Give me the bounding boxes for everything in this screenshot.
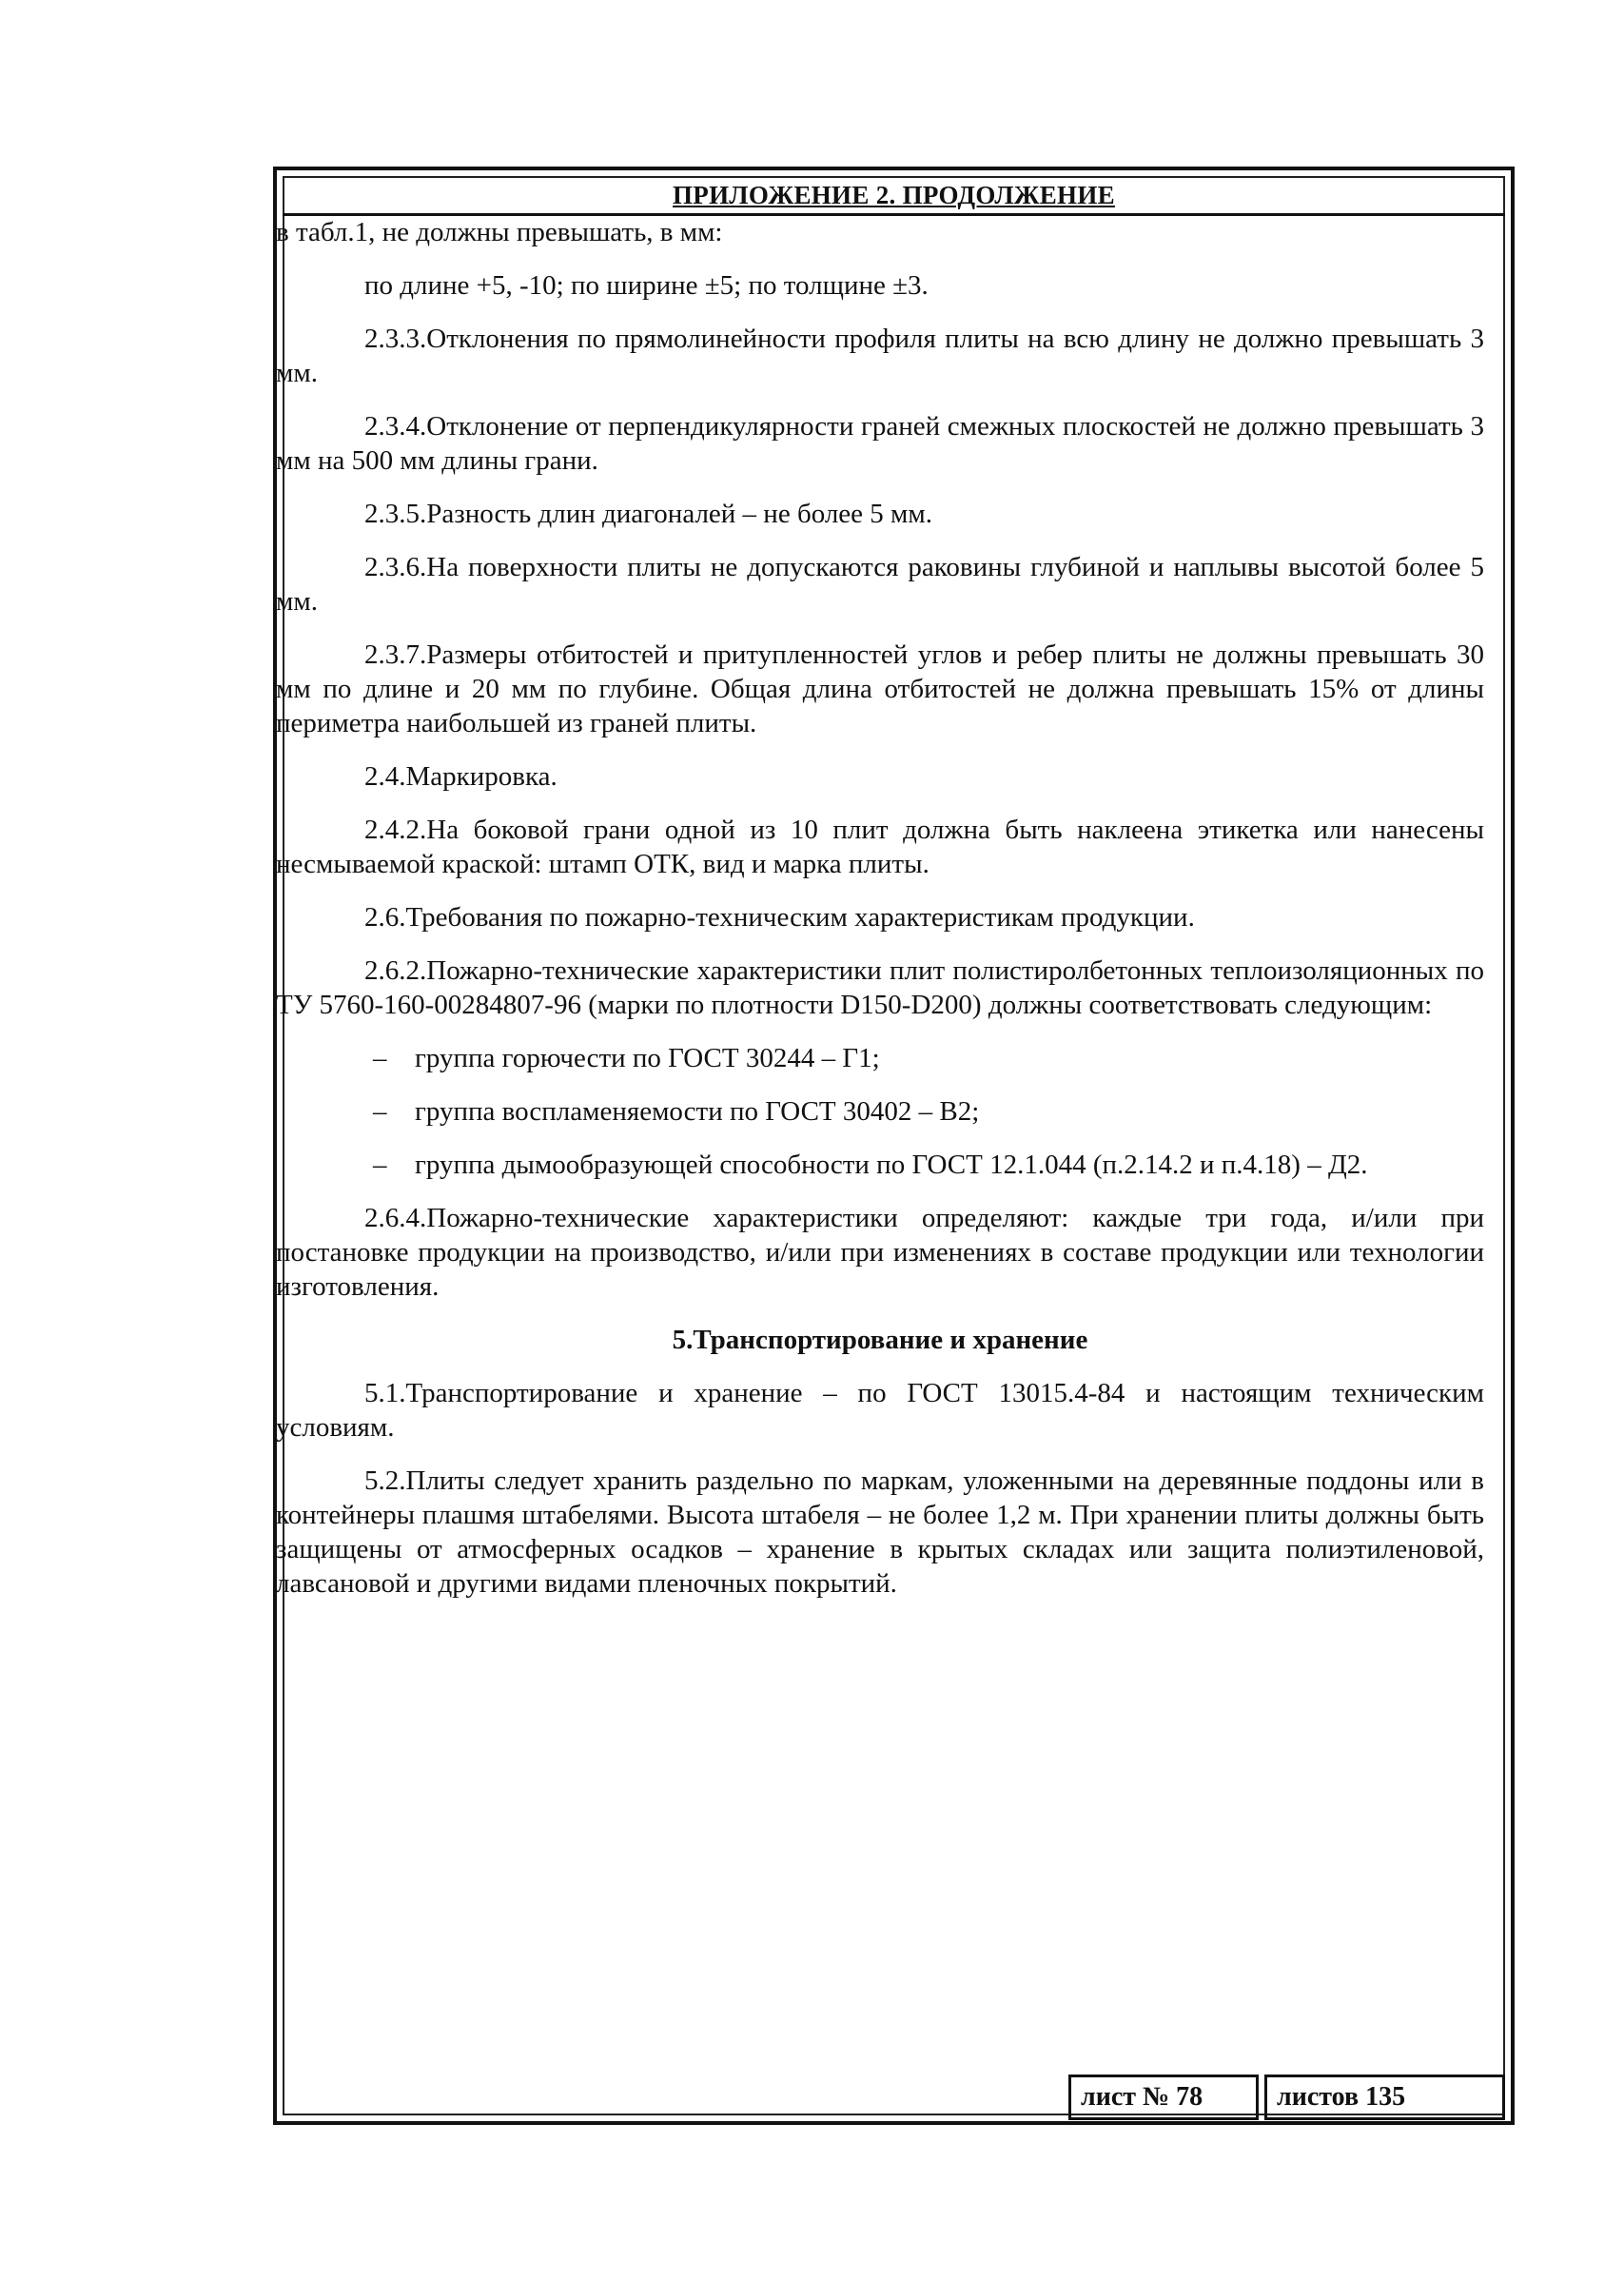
- sheet-footer: [1068, 2075, 1505, 2120]
- appendix-header: [283, 176, 1505, 216]
- dash-bullet: –: [373, 1096, 387, 1127]
- paragraph-2-3-4: 2.3.4.Отклонение от перпендикулярности граней смежных плоскостей не должно превышать 3 мм на 500 мм длины грани.: [276, 411, 1484, 476]
- paragraph-2-6: 2.6.Требования по пожарно-техническим характеристикам продукции.: [364, 902, 1195, 933]
- paragraph-2-3-3: 2.3.3.Отклонения по прямолинейности профиля плиты на всю длину не должно превышать 3 мм.: [276, 324, 1484, 388]
- appendix-title: ПРИЛОЖЕНИЕ 2. ПРОДОЛЖЕНИЕ: [673, 181, 1115, 209]
- paragraph-5-1: 5.1.Транспортирование и хранение – по ГОСТ 13015.4-84 и настоящим техническим условиям.: [276, 1378, 1484, 1443]
- list-item: [276, 1094, 1484, 1129]
- section-heading: 5.Транспортирование и хранение: [672, 1325, 1088, 1355]
- paragraph-tolerances: по длине +5, -10; по ширине ±5; по толщине ±3.: [364, 270, 929, 301]
- paragraph-2-3-6: 2.3.6.На поверхности плиты не допускаются раковины глубиной и наплывы высотой более 5 мм.: [276, 552, 1484, 617]
- list-item-text: группа дымообразующей способности по ГОСТ 12.1.044 (п.2.14.2 и п.4.18) – Д2.: [415, 1150, 1368, 1180]
- sheet-number-box: лист № 78: [1068, 2075, 1259, 2120]
- paragraph-2-6-2: 2.6.2.Пожарно-технические характеристики плит полистиролбетонных теплоизоляционных по ТУ 5760-160-00284807-96 (марки по плотности D150-D200) должны соответствовать следующим:: [276, 955, 1484, 1020]
- sheet-total-box: листов 135: [1264, 2075, 1505, 2120]
- dash-bullet: –: [373, 1150, 387, 1180]
- list-item-text: группа воспламеняемости по ГОСТ 30402 – В2;: [415, 1096, 980, 1127]
- paragraph-2-3-7: 2.3.7.Размеры отбитостей и притупленностей углов и ребер плиты не должны превышать 30 мм по длине и 20 мм по глубине. Общая длина отбитостей не должна превышать 15% от длины периметра наибольшей из граней плиты.: [276, 639, 1484, 738]
- list-item: [276, 1148, 1484, 1182]
- document-body: [276, 215, 1484, 1601]
- dash-bullet: –: [373, 1043, 387, 1073]
- list-item-text: группа горючести по ГОСТ 30244 – Г1;: [415, 1043, 880, 1073]
- paragraph-2-6-4: 2.6.4.Пожарно-технические характеристики определяют: каждые три года, и/или при постановке продукции на производство, и/или при изменениях в составе продукции или технологии изготовления.: [276, 1203, 1484, 1302]
- paragraph-2-4: 2.4.Маркировка.: [364, 761, 558, 792]
- paragraph-5-2: 5.2.Плиты следует хранить раздельно по маркам, уложенными на деревянные поддоны или в контейнеры плашмя штабелями. Высота штабеля – не более 1,2 м. При хранении плиты должны быть защищены от атмосферных осадков – хранение в крытых складах или защита полиэтиленовой, лавсановой и другими видами пленочных покрытий.: [276, 1465, 1484, 1599]
- paragraph-2-4-2: 2.4.2.На боковой грани одной из 10 плит должна быть наклеена этикетка или нанесены несмываемой краской: штамп ОТК, вид и марка плиты.: [276, 815, 1484, 879]
- paragraph-2-3-5: 2.3.5.Разность длин диагоналей – не более 5 мм.: [364, 499, 932, 529]
- list-item: [276, 1041, 1484, 1075]
- paragraph-continuation: в табл.1, не должны превышать, в мм:: [276, 217, 723, 247]
